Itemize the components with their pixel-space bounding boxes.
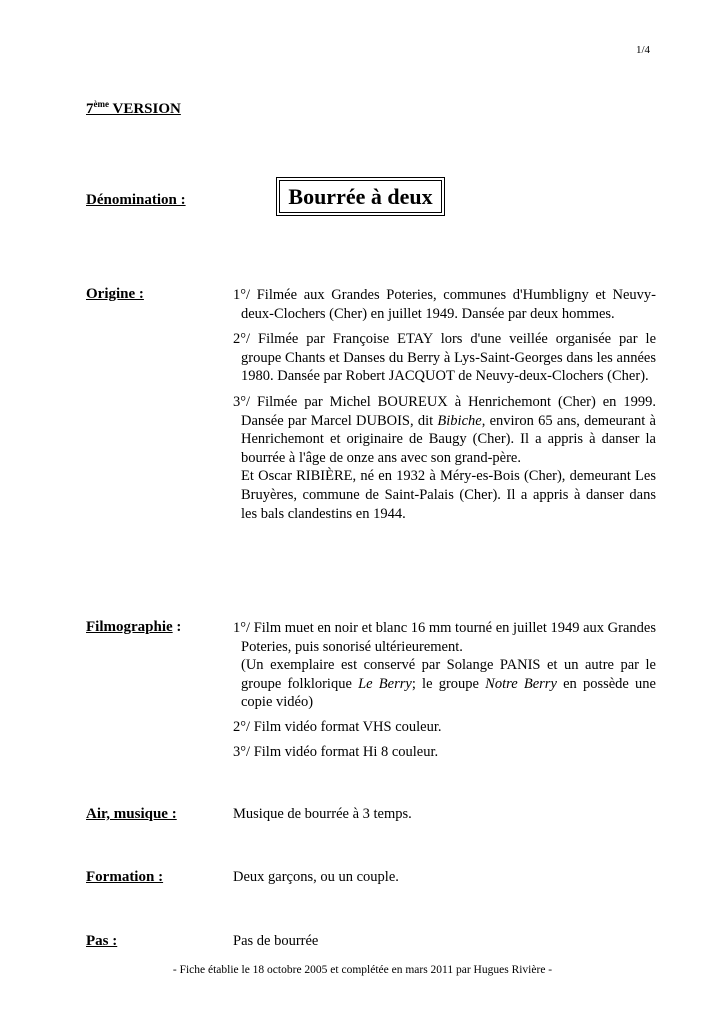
version-suffix: ème xyxy=(93,99,109,109)
dance-title-box xyxy=(276,177,445,216)
origine-item-3-continuation: Et Oscar RIBIÈRE, né en 1932 à Méry-es-Bois (Cher), demeurant Les Bruyères, commune de Saint-Palais (Cher). Il a appris à danser dans les bals clandestins en 1944. xyxy=(241,468,656,522)
filmographie-label: Filmographie : xyxy=(86,619,182,635)
dance-title: Bourrée à deux xyxy=(279,180,442,213)
air-label: Air, musique : xyxy=(86,806,177,822)
pas-label: Pas : xyxy=(86,933,118,949)
footer-note: - Fiche établie le 18 octobre 2005 et complétée en mars 2011 par Hugues Rivière - xyxy=(172,964,553,976)
version-heading xyxy=(86,99,181,118)
filmographie-item-3: 3°/ Film vidéo format Hi 8 couleur. xyxy=(233,743,439,760)
filmographie-item-2: 2°/ Film vidéo format VHS couleur. xyxy=(233,718,442,735)
air-value: Musique de bourrée à 3 temps. xyxy=(233,806,412,822)
page-number: 1/4 xyxy=(636,44,651,56)
pas-value: Pas de bourrée xyxy=(233,933,319,949)
filmographie-item-1: 1°/ Film muet en noir et blanc 16 mm tourné en juillet 1949 aux Grandes Poteries, puis sonorisé ultérieurement. (Un exemplaire est conservé par Solange PANIS et un autre par le groupe folklorique Le Berry; le groupe Notre Berry en possède une copie vidéo) xyxy=(233,620,656,711)
nickname-bibiche: Bibiche xyxy=(437,412,482,429)
version-label: VERSION xyxy=(112,101,181,117)
group-le-berry: Le Berry xyxy=(358,675,412,692)
formation-value: Deux garçons, ou un couple. xyxy=(233,869,399,885)
formation-label: Formation : xyxy=(86,869,164,885)
origine-item-1: 1°/ Filmée aux Grandes Poteries, communes d'Humbligny et Neuvy-deux-Clochers (Cher) en juillet 1949. Dansée par deux hommes. xyxy=(233,287,656,322)
origine-list xyxy=(233,286,656,523)
filmographie-list xyxy=(233,619,656,761)
origine-label: Origine : xyxy=(86,286,144,302)
origine-item-3: 3°/ Filmée par Michel BOUREUX à Henrichemont (Cher) en 1999. Dansée par Marcel DUBOIS, dit Bibiche, environ 65 ans, demeurant à Henrichemont et originaire de Baugy (Cher). Il a appris à danser la bourrée à l'âge de onze ans avec son grand-père. Et Oscar RIBIÈRE, né en 1932 à Méry-es-Bois (Cher), demeurant Les Bruyères, commune de Saint-Palais (Cher). Il a appris à danser dans les bals clandestins en 1944. xyxy=(233,393,656,522)
group-notre-berry: Notre Berry xyxy=(485,675,557,692)
origine-item-2: 2°/ Filmée par Françoise ETAY lors d'une veillée organisée par le groupe Chants et Danses du Berry à Lys-Saint-Georges dans les années 1980. Dansée par Robert JACQUOT de Neuvy-deux-Clochers (Cher). xyxy=(233,331,656,385)
denomination-label: Dénomination : xyxy=(86,192,186,208)
version-number: 7 xyxy=(86,101,94,117)
